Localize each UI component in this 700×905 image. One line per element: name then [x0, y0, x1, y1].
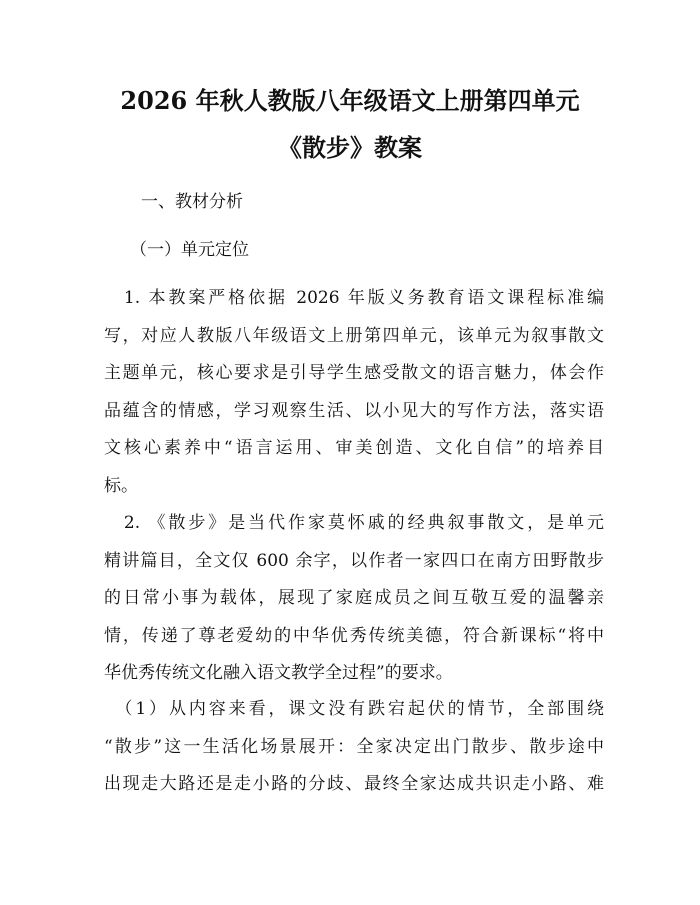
paragraph-3	[104, 691, 604, 804]
paragraph-1	[104, 280, 604, 506]
paragraph-line: 1. 本教案严格依据 2026 年版义务教育语文课程标准编	[104, 288, 604, 308]
paragraph-2	[104, 505, 604, 693]
paragraph-line: 2. 《散步》是当代作家莫怀戚的经典叙事散文，是单元	[104, 513, 604, 533]
paragraph-line: 主题单元，核心要求是引导学生感受散文的语言魅力，体会作	[104, 363, 604, 384]
paragraph-line: 写，对应人教版八年级语文上册第四单元，该单元为叙事散文	[104, 325, 604, 346]
paragraph-line: 的日常小事为载体，展现了家庭成员之间互敬互爱的温馨亲	[104, 588, 604, 609]
paragraph-line: 精讲篇目，全文仅 600 余字，以作者一家四口在南方田野散步	[104, 550, 604, 571]
subsection-heading: （一）单元定位	[130, 240, 249, 260]
paragraph-line: 华优秀传统文化融入语文教学全过程”的要求。	[104, 663, 453, 684]
paragraph-line: “散步”这一生活化场景展开：全家决定出门散步、散步途中	[104, 736, 604, 757]
section-heading: 一、教材分析	[141, 192, 243, 212]
paragraph-line: （1）从内容来看，课文没有跌宕起伏的情节，全部围绕	[104, 699, 604, 719]
paragraph-line: 出现走大路还是走小路的分歧、最终全家达成共识走小路、难	[104, 774, 604, 795]
document-title-line-1: 2026 年秋人教版八年级语文上册第四单元	[120, 86, 580, 115]
paragraph-line: 标。	[104, 475, 138, 496]
document-title-line-2: 《散步》教案	[278, 133, 422, 162]
paragraph-line: 品蕴含的情感，学习观察生活、以小见大的写作方法，落实语	[104, 400, 604, 421]
paragraph-line: 情，传递了尊老爱幼的中华优秀传统美德，符合新课标“将中	[104, 625, 604, 646]
paragraph-line: 文核心素养中“语言运用、审美创造、文化自信”的培养目	[104, 438, 604, 459]
